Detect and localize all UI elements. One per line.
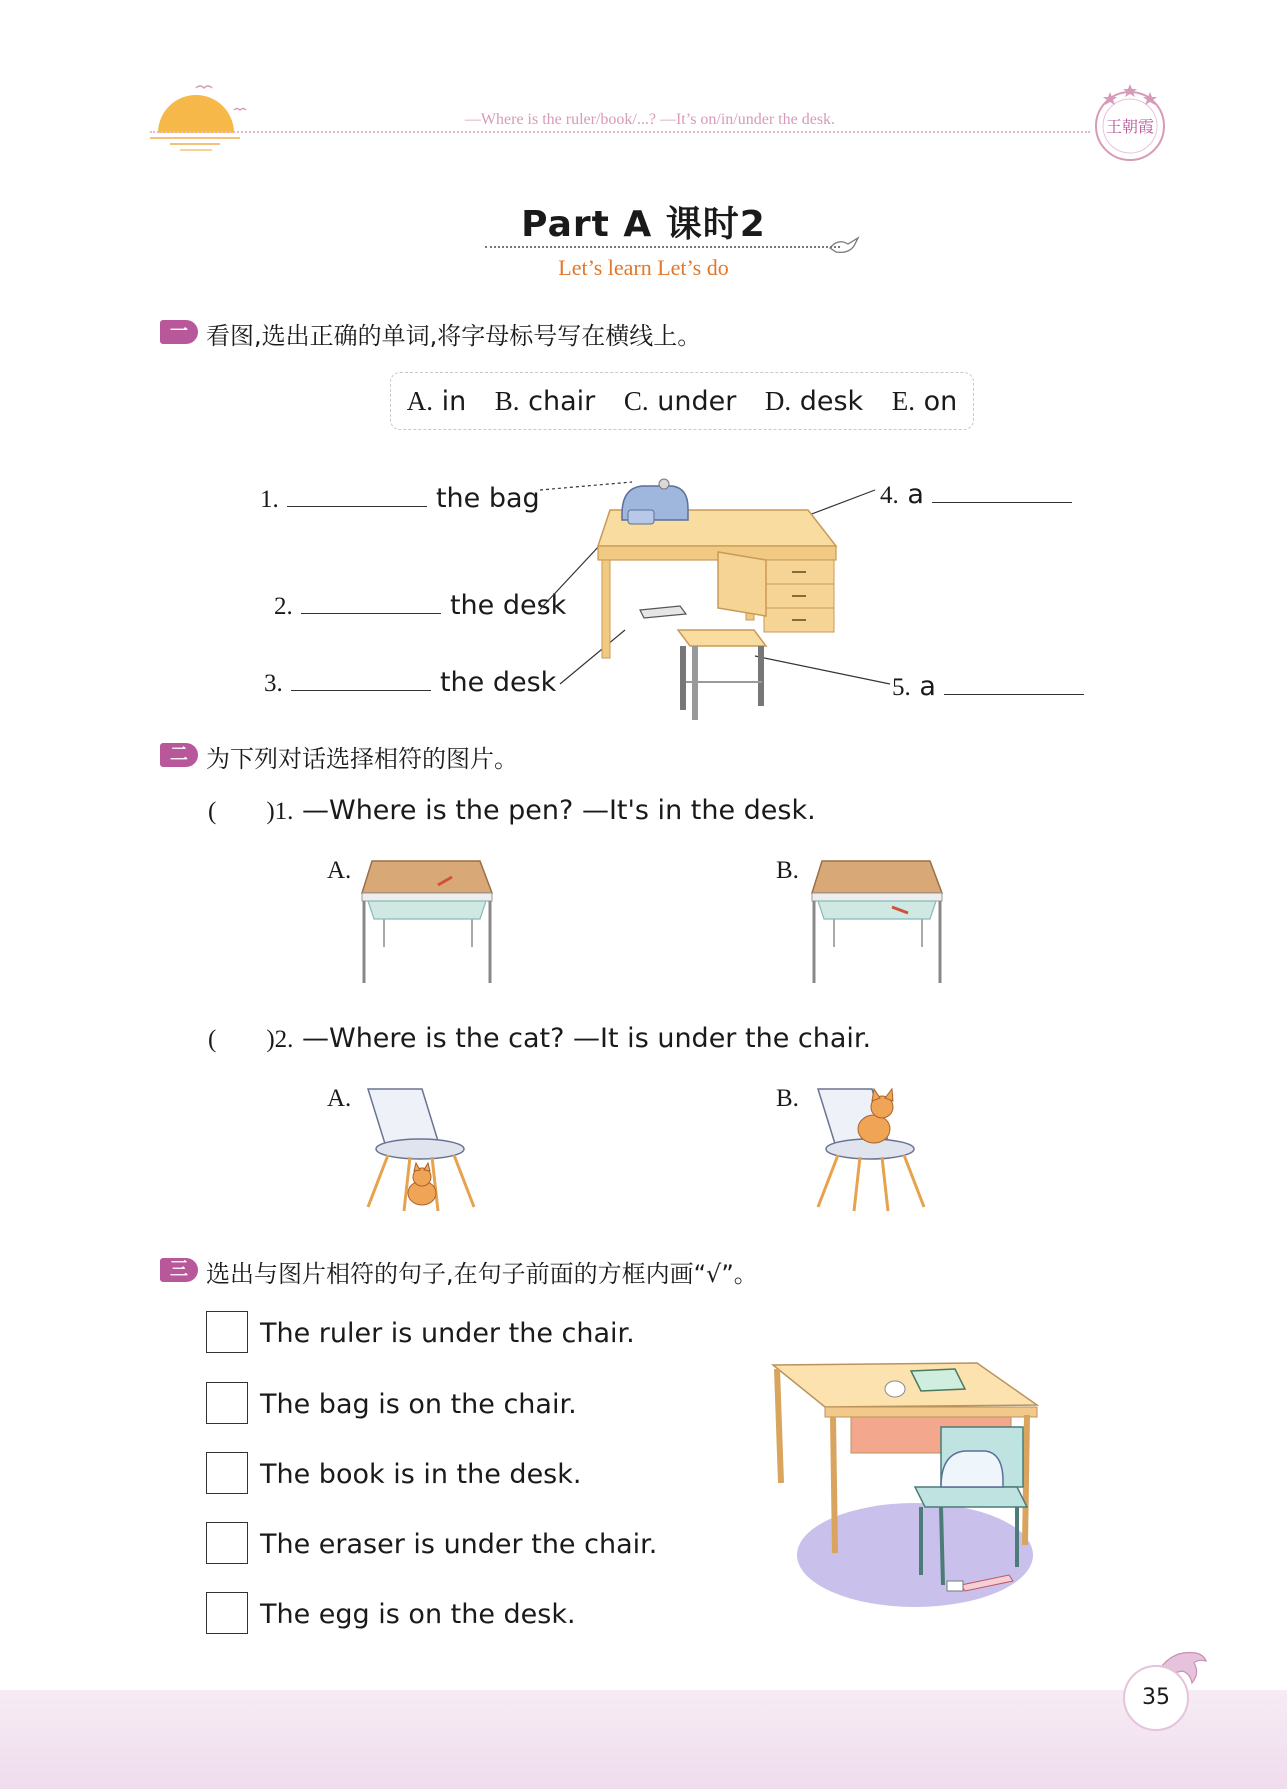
- dialogue-question-1: ( )1. —Where is the pen? —It's in the desk.: [208, 795, 816, 826]
- page-title: Part A 课时2: [521, 204, 766, 245]
- word-option-e: E. on: [891, 386, 958, 417]
- answer-paren-1[interactable]: ( ): [208, 798, 275, 825]
- sentence-4: The eraser is under the chair.: [260, 1529, 658, 1560]
- bird-doodle-icon: [828, 234, 862, 256]
- answer-blank-5[interactable]: [944, 670, 1084, 695]
- publisher-seal-icon: [1085, 78, 1175, 168]
- answer-paren-2[interactable]: ( ): [208, 1026, 275, 1053]
- sentence-3: The book is in the desk.: [260, 1459, 582, 1490]
- section-3-instruction: 选出与图片相符的句子,在句子前面的方框内画“√”。: [206, 1260, 758, 1288]
- answer-blank-1[interactable]: [287, 482, 427, 507]
- chair-picture-2b[interactable]: [812, 1085, 932, 1215]
- option-label-2a: A.: [327, 1085, 352, 1112]
- answer-blank-3[interactable]: [291, 666, 431, 691]
- word-option-d: D. desk: [764, 386, 864, 417]
- word-option-a: A. in: [406, 386, 467, 417]
- word-option-b: B. chair: [494, 386, 596, 417]
- checkbox-5[interactable]: [206, 1592, 248, 1634]
- checkbox-1[interactable]: [206, 1311, 248, 1353]
- section-2-instruction: 为下列对话选择相符的图片。: [206, 745, 518, 773]
- fill-item-5: 5. a: [892, 670, 1084, 702]
- option-label-1a: A.: [327, 857, 352, 884]
- sun-logo-icon: [150, 78, 260, 158]
- desk-picture-1a[interactable]: [360, 855, 500, 985]
- fill-item-1: 1. the bag: [260, 483, 540, 514]
- answer-blank-4[interactable]: [932, 478, 1072, 503]
- option-label-1b: B.: [776, 857, 799, 884]
- section-badge-1: 一: [160, 320, 198, 344]
- checkbox-3[interactable]: [206, 1452, 248, 1494]
- section-badge-2: 二: [160, 743, 198, 767]
- fill-item-4: 4. a: [880, 478, 1072, 510]
- sentence-2: The bag is on the chair.: [260, 1389, 577, 1420]
- header-rule: [150, 131, 1090, 133]
- footer-band: [0, 1690, 1287, 1789]
- word-option-c: C. under: [623, 386, 737, 417]
- sentence-5: The egg is on the desk.: [260, 1599, 576, 1630]
- desk-chair-illustration: [540, 470, 920, 720]
- header-running-text: —Where is the ruler/book/...? —It’s on/in/under the desk.: [464, 111, 836, 128]
- chair-picture-2a[interactable]: [362, 1085, 482, 1215]
- checkbox-4[interactable]: [206, 1522, 248, 1564]
- section-1-instruction: 看图,选出正确的单词,将字母标号写在横线上。: [206, 322, 702, 350]
- svg-text:王朝霞: 王朝霞: [1105, 117, 1155, 136]
- fill-item-2: 2. the desk: [274, 590, 567, 621]
- dialogue-question-2: ( )2. —Where is the cat? —It is under the chair.: [208, 1023, 872, 1054]
- answer-blank-2[interactable]: [301, 589, 441, 614]
- word-bank: [390, 372, 974, 430]
- desk-picture-1b[interactable]: [810, 855, 950, 985]
- desk-scene-illustration: [765, 1355, 1045, 1625]
- page-number: 35: [1123, 1665, 1189, 1731]
- title-underline: [485, 246, 840, 248]
- option-label-2b: B.: [776, 1085, 799, 1112]
- section-badge-3: 三: [160, 1258, 198, 1282]
- checkbox-2[interactable]: [206, 1382, 248, 1424]
- page-subtitle: Let’s learn Let’s do: [558, 255, 729, 280]
- fill-item-3: 3. the desk: [264, 667, 557, 698]
- sentence-1: The ruler is under the chair.: [260, 1318, 635, 1349]
